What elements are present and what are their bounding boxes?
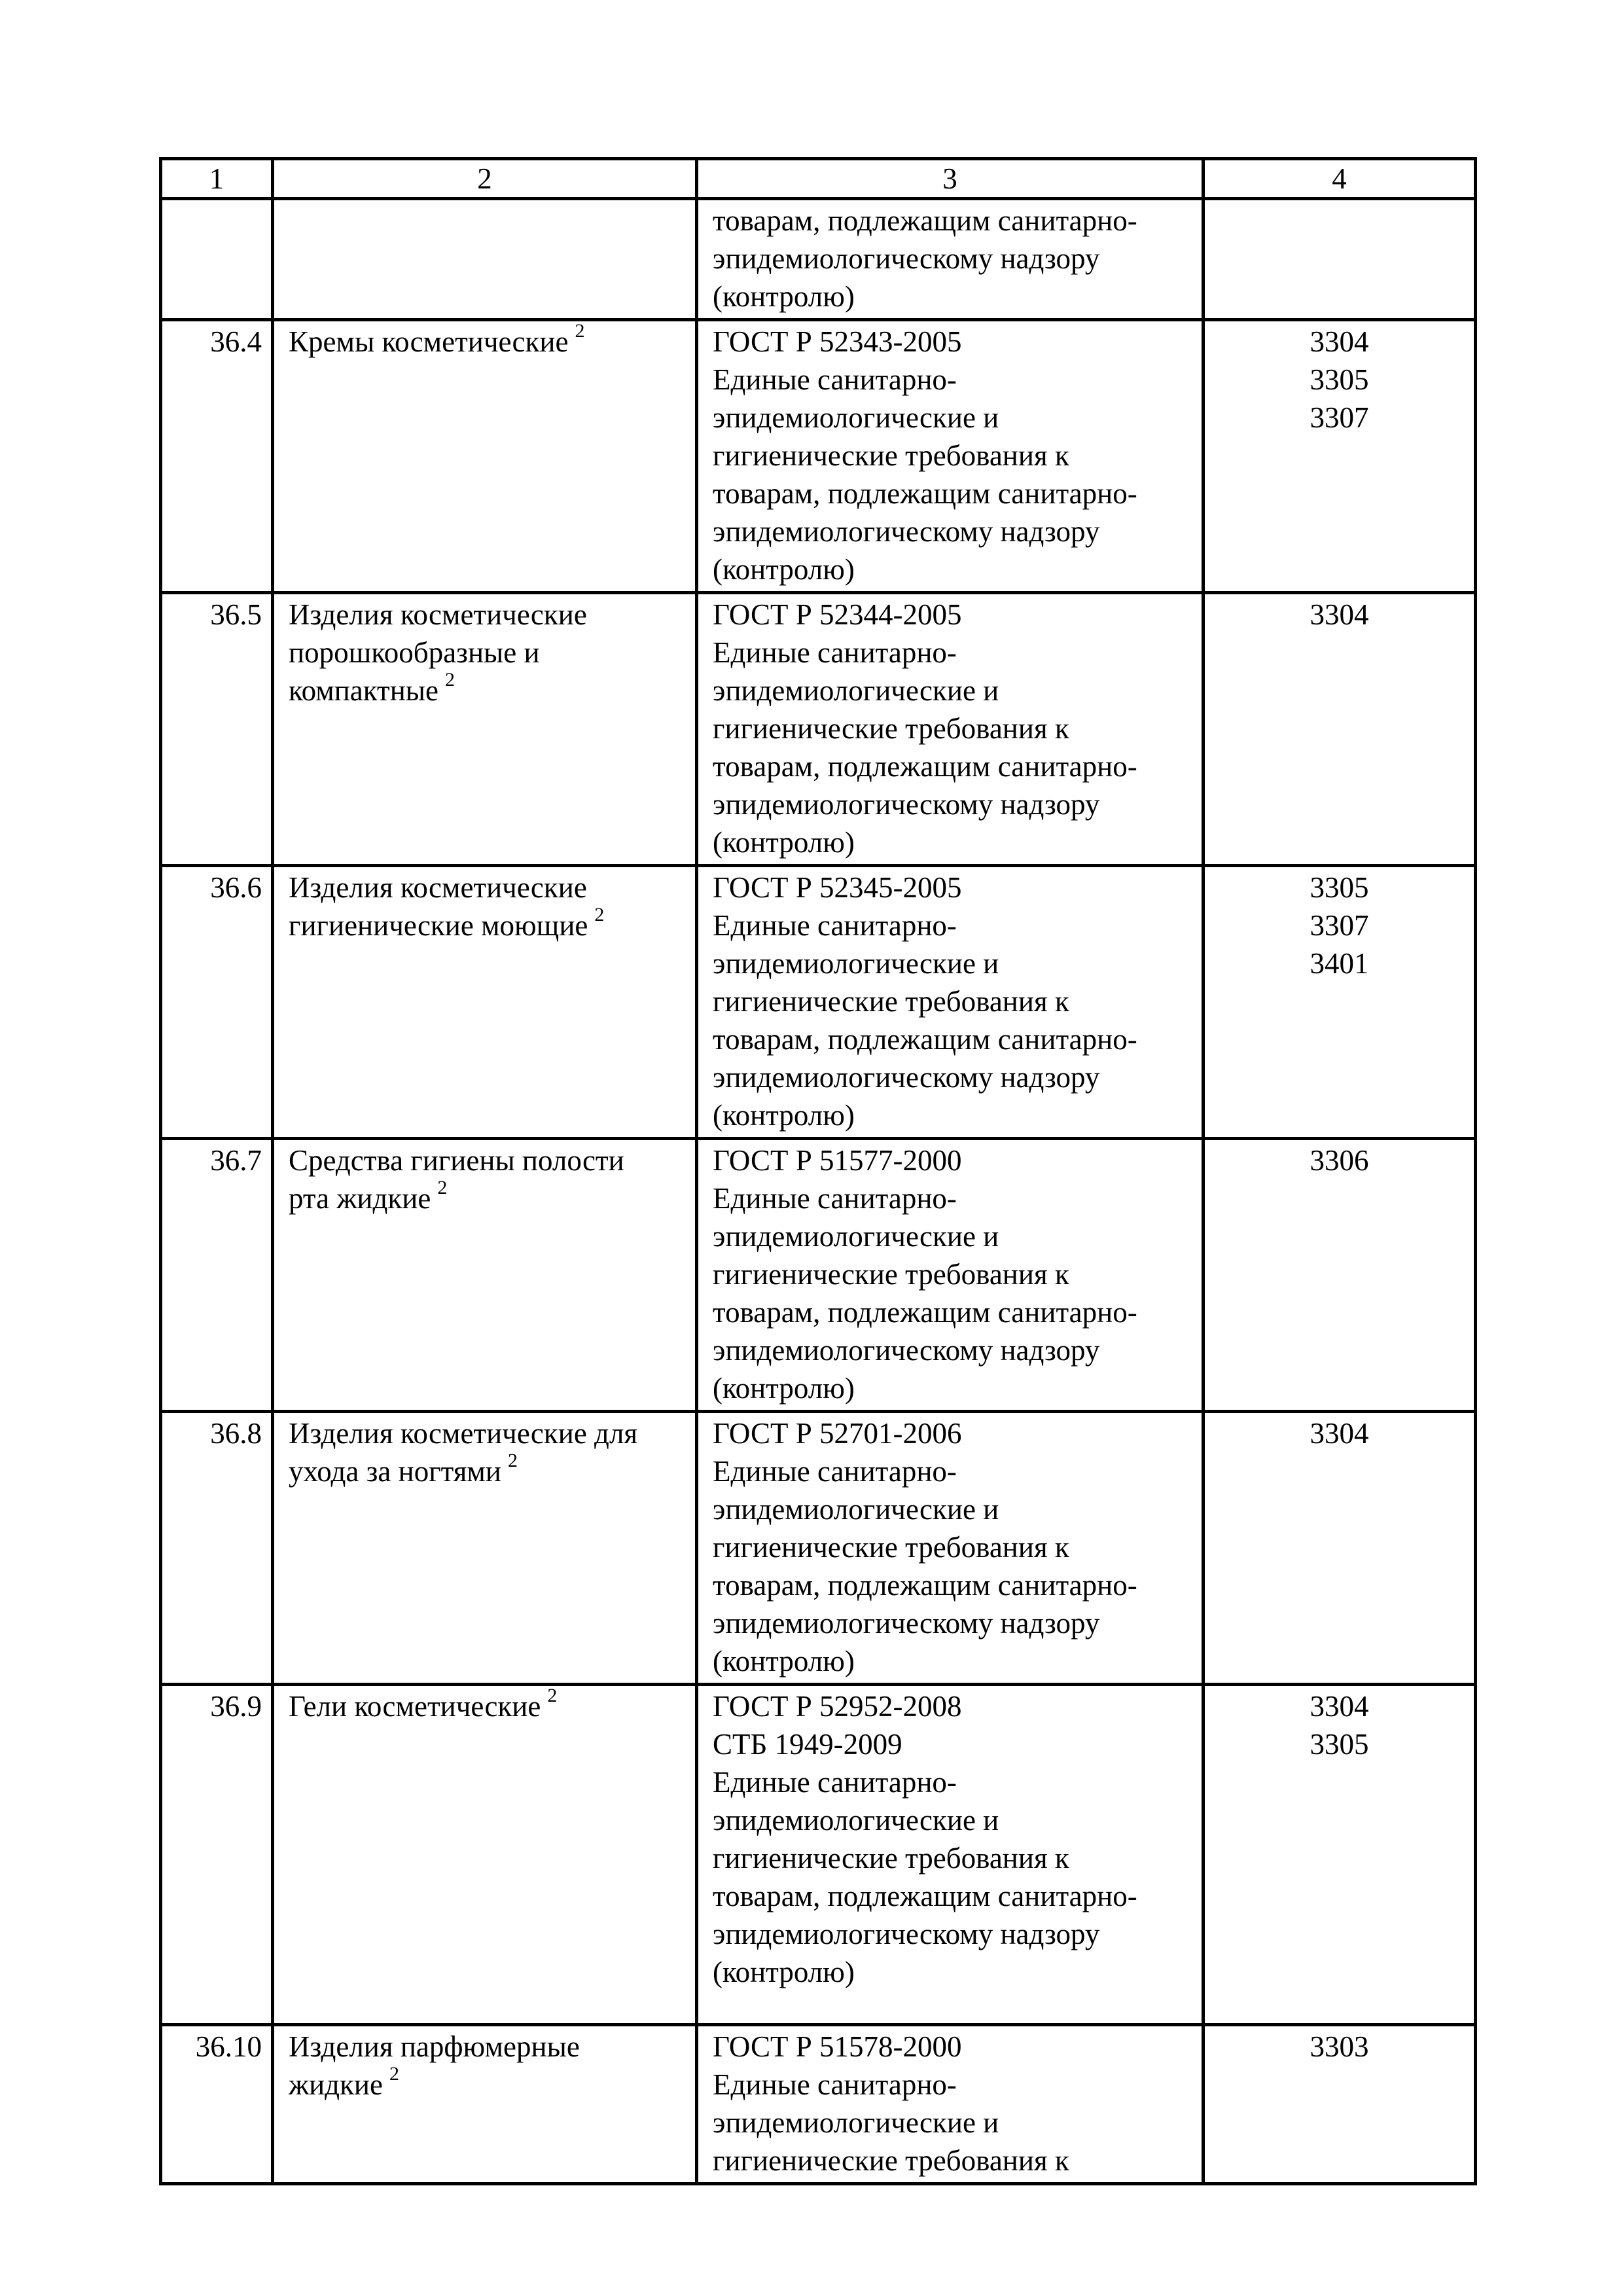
- document-line: (контролю): [713, 553, 855, 586]
- product-name-line: [289, 1687, 688, 1725]
- document-line: (контролю): [713, 1645, 855, 1677]
- footnote-marker: 2: [575, 320, 585, 342]
- column-header-3: 3: [697, 159, 1204, 199]
- regulatory-document-cell: [697, 199, 1204, 320]
- product-code: 3304: [1310, 325, 1369, 358]
- product-name-line: [289, 2063, 688, 2104]
- product-code: 3304: [1310, 1690, 1369, 1723]
- document-line: эпидемиологические и: [713, 1220, 999, 1253]
- table-row: [161, 1139, 1476, 1412]
- footnote-marker: 2: [444, 669, 455, 691]
- footnote-marker: 2: [547, 1685, 558, 1706]
- product-name-line: [289, 320, 688, 361]
- product-name-cell: [273, 199, 697, 320]
- product-name-cell: [273, 320, 697, 593]
- product-code: 3307: [1310, 909, 1369, 942]
- document-line: Единые санитарно-: [713, 2068, 957, 2101]
- product-name-cell: [273, 1412, 697, 1685]
- document-line: эпидемиологическому надзору: [713, 788, 1100, 821]
- product-code: 3307: [1310, 401, 1369, 434]
- product-name-cell: [273, 866, 697, 1139]
- item-number-cell: 36.6: [161, 866, 273, 1139]
- document-line: ГОСТ Р 52344-2005: [713, 598, 962, 631]
- document-line: СТБ 1949-2009: [713, 1728, 902, 1761]
- product-code-cell: [1204, 2025, 1476, 2184]
- regulation-table: [159, 157, 1477, 2185]
- product-name-text: Изделия косметические: [289, 871, 587, 904]
- product-name-text: Гели косметические: [289, 1690, 541, 1723]
- product-name-line: [289, 596, 688, 634]
- document-line: эпидемиологическому надзору: [713, 1607, 1100, 1640]
- product-name-cell: [273, 593, 697, 866]
- product-code-cell: [1204, 1685, 1476, 2025]
- table-row: [161, 1685, 1476, 2025]
- document-line: товарам, подлежащим санитарно-: [713, 1569, 1137, 1602]
- document-line: ГОСТ Р 51578-2000: [713, 2030, 962, 2063]
- document-line: гигиенические требования к: [713, 712, 1069, 745]
- product-name-text: жидкие: [289, 2068, 383, 2101]
- product-code-cell: [1204, 320, 1476, 593]
- document-line: (контролю): [713, 1956, 855, 1988]
- product-code-cell: [1204, 1139, 1476, 1412]
- table-row: [161, 866, 1476, 1139]
- document-line: Единые санитарно-: [713, 1766, 957, 1799]
- document-line: ГОСТ Р 52701-2006: [713, 1417, 962, 1450]
- product-code: 3304: [1310, 598, 1369, 631]
- column-header-4: 4: [1204, 159, 1476, 199]
- item-number-cell: 36.8: [161, 1412, 273, 1685]
- product-name-text: компактные: [289, 674, 438, 707]
- item-number-cell: 36.7: [161, 1139, 273, 1412]
- product-name-text: порошкообразные и: [289, 636, 540, 669]
- product-name-line: [289, 1141, 688, 1179]
- table-row: [161, 2025, 1476, 2184]
- footnote-marker: 2: [594, 904, 605, 925]
- product-name-line: [289, 1452, 688, 1490]
- regulatory-document-cell: [697, 1685, 1204, 2025]
- product-name-text: ухода за ногтями: [289, 1455, 501, 1488]
- document-line: товарам, подлежащим санитарно-: [713, 204, 1137, 237]
- product-code: 3305: [1310, 363, 1369, 396]
- product-name-text: рта жидкие: [289, 1182, 431, 1215]
- regulatory-document-cell: [697, 2025, 1204, 2184]
- column-number-row: [161, 159, 1476, 199]
- document-line: гигиенические требования к: [713, 1531, 1069, 1564]
- document-line: товарам, подлежащим санитарно-: [713, 1296, 1137, 1329]
- document-line: эпидемиологические и: [713, 1804, 999, 1837]
- product-name-line: [289, 1414, 688, 1452]
- product-name-line: [289, 634, 688, 672]
- document-line: (контролю): [713, 826, 855, 859]
- document-line: эпидемиологическому надзору: [713, 1918, 1100, 1950]
- document-line: гигиенические требования к: [713, 985, 1069, 1018]
- document-line: ГОСТ Р 52952-2008: [713, 1690, 962, 1723]
- product-code: 3303: [1310, 2030, 1369, 2063]
- document-line: эпидемиологическому надзору: [713, 242, 1100, 275]
- regulatory-document-cell: [697, 866, 1204, 1139]
- document-line: Единые санитарно-: [713, 909, 957, 942]
- product-code: 3401: [1310, 947, 1369, 980]
- item-number-cell: 36.5: [161, 593, 273, 866]
- document-line: Единые санитарно-: [713, 1182, 957, 1215]
- product-name-line: [289, 2028, 688, 2066]
- item-number-cell: [161, 199, 273, 320]
- document-line: гигиенические требования к: [713, 1258, 1069, 1291]
- item-number-cell: 36.9: [161, 1685, 273, 2025]
- document-line: (контролю): [713, 1099, 855, 1132]
- document-line: Единые санитарно-: [713, 1455, 957, 1488]
- regulatory-document-cell: [697, 320, 1204, 593]
- table-body: [161, 159, 1476, 2184]
- item-number-cell: 36.10: [161, 2025, 273, 2184]
- product-name-text: Изделия парфюмерные: [289, 2030, 580, 2063]
- document-line: товарам, подлежащим санитарно-: [713, 477, 1137, 510]
- table-row: [161, 1412, 1476, 1685]
- document-line: ГОСТ Р 52343-2005: [713, 325, 962, 358]
- regulatory-document-cell: [697, 1412, 1204, 1685]
- document-line: ГОСТ Р 51577-2000: [713, 1144, 962, 1177]
- product-name-text: Кремы косметические: [289, 325, 569, 358]
- column-header-1: 1: [161, 159, 273, 199]
- product-code: 3305: [1310, 871, 1369, 904]
- document-line: товарам, подлежащим санитарно-: [713, 750, 1137, 783]
- document-line: эпидемиологические и: [713, 674, 999, 707]
- product-name-text: Изделия косметические для: [289, 1417, 638, 1450]
- document-line: гигиенические требования к: [713, 1842, 1069, 1874]
- document-line: Единые санитарно-: [713, 636, 957, 669]
- table-row: [161, 593, 1476, 866]
- product-name-line: [289, 669, 688, 709]
- footnote-marker: 2: [437, 1177, 448, 1198]
- document-line: эпидемиологические и: [713, 401, 999, 434]
- document-line: Единые санитарно-: [713, 363, 957, 396]
- document-line: товарам, подлежащим санитарно-: [713, 1880, 1137, 1912]
- footnote-marker: 2: [389, 2063, 399, 2085]
- item-number-cell: 36.4: [161, 320, 273, 593]
- table-row: [161, 199, 1476, 320]
- document-line: ГОСТ Р 52345-2005: [713, 871, 962, 904]
- document-line: эпидемиологическому надзору: [713, 1061, 1100, 1094]
- document-line: гигиенические требования к: [713, 439, 1069, 472]
- document-line: гигиенические требования к: [713, 2144, 1069, 2177]
- product-code-cell: [1204, 593, 1476, 866]
- table-row: [161, 320, 1476, 593]
- product-name-cell: [273, 2025, 697, 2184]
- footnote-marker: 2: [507, 1450, 518, 1471]
- product-code: 3304: [1310, 1417, 1369, 1450]
- column-header-2: 2: [273, 159, 697, 199]
- document-line: эпидемиологическому надзору: [713, 515, 1100, 548]
- document-line: (контролю): [713, 280, 855, 313]
- document-line: эпидемиологические и: [713, 1493, 999, 1526]
- product-code-cell: [1204, 199, 1476, 320]
- product-code-cell: [1204, 866, 1476, 1139]
- product-code: 3305: [1310, 1728, 1369, 1761]
- product-name-cell: [273, 1139, 697, 1412]
- product-name-text: Изделия косметические: [289, 598, 587, 631]
- document-line: эпидемиологические и: [713, 2106, 999, 2139]
- product-name-line: [289, 869, 688, 906]
- regulatory-document-cell: [697, 1139, 1204, 1412]
- document-line: (контролю): [713, 1372, 855, 1405]
- product-name-text: гигиенические моющие: [289, 909, 588, 942]
- product-name-text: Средства гигиены полости: [289, 1144, 624, 1177]
- regulatory-document-cell: [697, 593, 1204, 866]
- document-line: товарам, подлежащим санитарно-: [713, 1023, 1137, 1056]
- product-name-cell: [273, 1685, 697, 2025]
- document-line: эпидемиологические и: [713, 947, 999, 980]
- document-line: эпидемиологическому надзору: [713, 1334, 1100, 1367]
- product-name-line: [289, 906, 688, 944]
- product-code-cell: [1204, 1412, 1476, 1685]
- product-name-line: [289, 1179, 688, 1217]
- product-code: 3306: [1310, 1144, 1369, 1177]
